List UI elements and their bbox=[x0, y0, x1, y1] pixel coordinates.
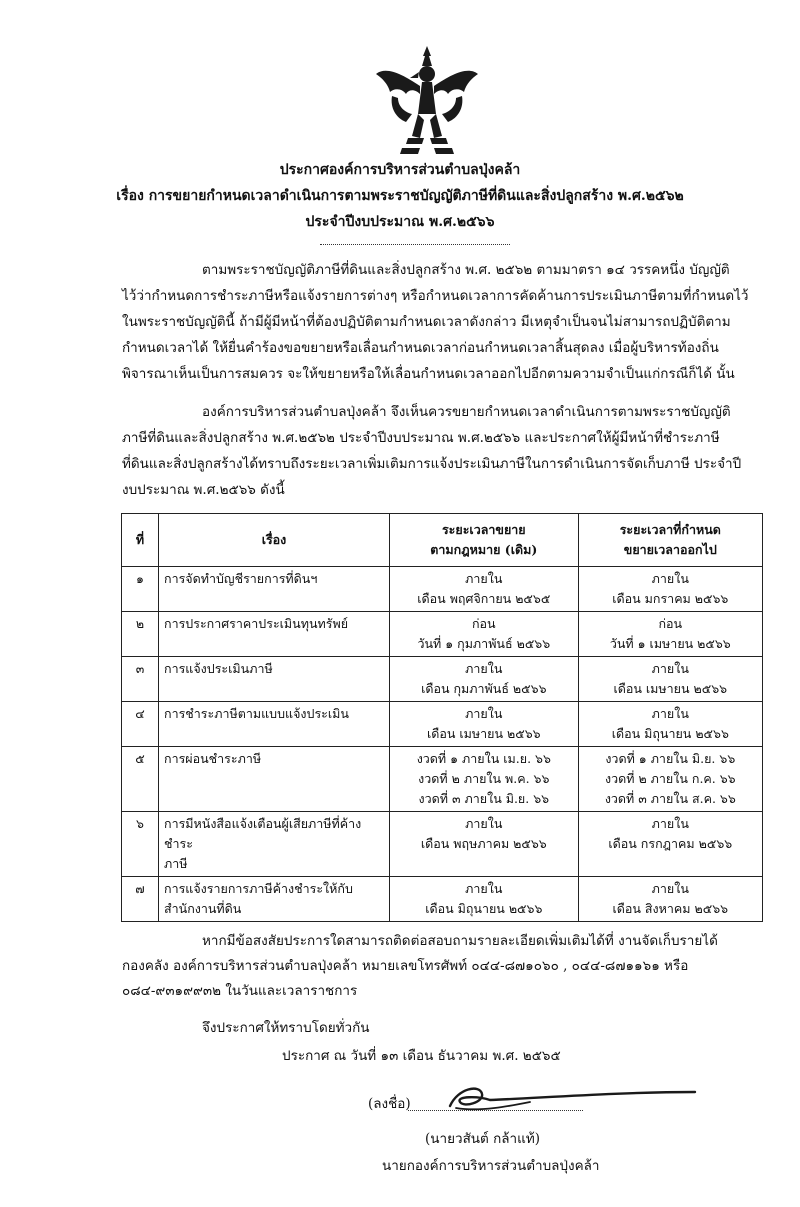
paragraph-line: ที่ดินและสิ่งปลูกสร้างได้ทราบถึงระยะเวลาเพิ่มเติมการแจ้งประเมินภาษีในการดำเนินการจัดเก็บภาษี ประจำปี bbox=[122, 456, 742, 472]
row-legal-period: ภายใน เดือน เมษายน ๒๕๖๖ bbox=[390, 702, 579, 747]
header-topic: เรื่อง bbox=[159, 514, 390, 567]
row-extended-period: ก่อน วันที่ ๑ เมษายน ๒๕๖๖ bbox=[578, 612, 762, 657]
table-row bbox=[122, 612, 763, 657]
table-row bbox=[122, 567, 763, 612]
paragraph-line: หากมีข้อสงสัยประการใดสามารถติดต่อสอบถามรายละเอียดเพิ่มเติมได้ที่ งานจัดเก็บรายได้ bbox=[202, 933, 718, 949]
signature-line bbox=[408, 1110, 583, 1111]
row-number: ๖ bbox=[122, 812, 159, 877]
table-row bbox=[122, 812, 763, 877]
row-legal-period: ภายใน เดือน พฤษภาคม ๒๕๖๖ bbox=[390, 812, 579, 877]
announcement-fiscal-year: ประจำปีงบประมาณ พ.ศ.๒๕๖๖ bbox=[305, 214, 495, 230]
table-row bbox=[122, 657, 763, 702]
paragraph-extension-notice bbox=[122, 399, 762, 503]
announcement-title: ประกาศองค์การบริหารส่วนตำบลปุ่งคล้า bbox=[279, 162, 521, 178]
row-extended-period: ภายใน เดือน มิถุนายน ๒๕๖๖ bbox=[578, 702, 762, 747]
announcement-date: ประกาศ ณ วันที่ ๑๓ เดือน ธันวาคม พ.ศ. ๒๕๖๕ bbox=[282, 1048, 561, 1064]
paragraph-line: กองคลัง องค์การบริหารส่วนตำบลปุ่งคล้า หมายเลขโทรศัพท์ ๐๔๔-๘๗๑๐๖๐ , ๐๔๔-๘๗๑๑๖๑ หรือ bbox=[122, 958, 689, 974]
signer-position: นายกองค์การบริหารส่วนตำบลปุ่งคล้า bbox=[382, 1158, 600, 1174]
closing-announce: จึงประกาศให้ทราบโดยทั่วกัน bbox=[202, 1020, 370, 1036]
signature-label: (ลงชื่อ) bbox=[368, 1096, 411, 1112]
row-legal-period: ก่อน วันที่ ๑ กุมภาพันธ์ ๒๕๖๖ bbox=[390, 612, 579, 657]
row-number: ๕ bbox=[122, 747, 159, 812]
announcement-subject: เรื่อง การขยายกำหนดเวลาดำเนินการตามพระราชบัญญัติภาษีที่ดินและสิ่งปลูกสร้าง พ.ศ.๒๕๖๒ bbox=[116, 188, 684, 204]
row-topic: การชำระภาษีตามแบบแจ้งประเมิน bbox=[159, 702, 390, 747]
row-legal-period: ภายใน เดือน พฤศจิกายน ๒๕๖๕ bbox=[390, 567, 579, 612]
table-row bbox=[122, 877, 763, 922]
garuda-emblem-icon bbox=[372, 44, 482, 156]
row-extended-period: ภายใน เดือน เมษายน ๒๕๖๖ bbox=[578, 657, 762, 702]
table-row bbox=[122, 747, 763, 812]
row-number: ๒ bbox=[122, 612, 159, 657]
paragraph-line: กำหนดเวลาได้ ให้ยื่นคำร้องขอขยายหรือเลื่อนกำหนดเวลาก่อนกำหนดเวลาสิ้นสุดลง เมื่อผู้บริหารท้องถิ่น bbox=[122, 340, 719, 356]
row-topic: การแจ้งรายการภาษีค้างชำระให้กับ สำนักงานที่ดิน bbox=[159, 877, 390, 922]
row-number: ๓ bbox=[122, 657, 159, 702]
paragraph-law-reference bbox=[122, 257, 762, 387]
header-extended-period: ระยะเวลาที่กำหนด ขยายเวลาออกไป bbox=[578, 514, 762, 567]
row-number: ๔ bbox=[122, 702, 159, 747]
row-extended-period: งวดที่ ๑ ภายใน มิ.ย. ๖๖ งวดที่ ๒ ภายใน ก.ค. ๖๖ งวดที่ ๓ ภายใน ส.ค. ๖๖ bbox=[578, 747, 762, 812]
row-legal-period: ภายใน เดือน กุมภาพันธ์ ๒๕๖๖ bbox=[390, 657, 579, 702]
paragraph-line: ไว้ว่ากำหนดการชำระภาษีหรือแจ้งรายการต่างๆ หรือกำหนดเวลาการคัดค้านการประเมินภาษีตามที่กำหนดไว้ bbox=[122, 288, 749, 304]
signer-name: (นายวสันต์ กล้าแท้) bbox=[425, 1131, 540, 1147]
paragraph-line: ภาษีที่ดินและสิ่งปลูกสร้าง พ.ศ.๒๕๖๒ ประจำปีงบประมาณ พ.ศ.๒๕๖๖ และประกาศให้ผู้มีหน้าที่ชำระภาษี bbox=[122, 430, 720, 446]
schedule-table bbox=[121, 513, 763, 922]
row-topic: การผ่อนชำระภาษี bbox=[159, 747, 390, 812]
header-divider bbox=[320, 244, 510, 245]
paragraph-line: ในพระราชบัญญัตินี้ ถ้ามีผู้มีหน้าที่ต้องปฏิบัติตามกำหนดเวลาดังกล่าว มีเหตุจำเป็นจนไม่สามารถปฏิบัติตาม bbox=[122, 314, 731, 330]
paragraph-line: ตามพระราชบัญญัติภาษีที่ดินและสิ่งปลูกสร้าง พ.ศ. ๒๕๖๒ ตามมาตรา ๑๔ วรรคหนึ่ง บัญญัติ bbox=[202, 262, 730, 278]
paragraph-line: งบประมาณ พ.ศ.๒๕๖๖ ดังนี้ bbox=[122, 482, 285, 498]
table-header-row bbox=[122, 514, 763, 567]
header-no: ที่ bbox=[122, 514, 159, 567]
row-topic: การจัดทำบัญชีรายการที่ดินฯ bbox=[159, 567, 390, 612]
header-legal-period: ระยะเวลาขยาย ตามกฎหมาย (เดิม) bbox=[390, 514, 579, 567]
row-number: ๑ bbox=[122, 567, 159, 612]
row-topic: การแจ้งประเมินภาษี bbox=[159, 657, 390, 702]
row-legal-period: ภายใน เดือน มิถุนายน ๒๕๖๖ bbox=[390, 877, 579, 922]
row-legal-period: งวดที่ ๑ ภายใน เม.ย. ๖๖ งวดที่ ๒ ภายใน พ.ค. ๖๖ งวดที่ ๓ ภายใน มิ.ย. ๖๖ bbox=[390, 747, 579, 812]
contact-paragraph bbox=[122, 929, 762, 1004]
paragraph-line: องค์การบริหารส่วนตำบลปุ่งคล้า จึงเห็นควรขยายกำหนดเวลาดำเนินการตามพระราชบัญญัติ bbox=[202, 404, 731, 420]
table-row bbox=[122, 702, 763, 747]
paragraph-line: ๐๘๔-๙๓๑๙๙๓๒ ในวันและเวลาราชการ bbox=[122, 983, 358, 999]
row-extended-period: ภายใน เดือน มกราคม ๒๕๖๖ bbox=[578, 567, 762, 612]
row-topic: การประกาศราคาประเมินทุนทรัพย์ bbox=[159, 612, 390, 657]
row-extended-period: ภายใน เดือน กรกฎาคม ๒๕๖๖ bbox=[578, 812, 762, 877]
row-number: ๗ bbox=[122, 877, 159, 922]
signature-mark-icon bbox=[420, 1078, 700, 1118]
paragraph-line: พิจารณาเห็นเป็นการสมควร จะให้ขยายหรือให้เลื่อนกำหนดเวลาออกไปอีกตามความจำเป็นแก่กรณีก็ได้ นั้น bbox=[122, 366, 735, 382]
row-extended-period: ภายใน เดือน สิงหาคม ๒๕๖๖ bbox=[578, 877, 762, 922]
row-topic: การมีหนังสือแจ้งเตือนผู้เสียภาษีที่ค้างชำระ ภาษี bbox=[159, 812, 390, 877]
